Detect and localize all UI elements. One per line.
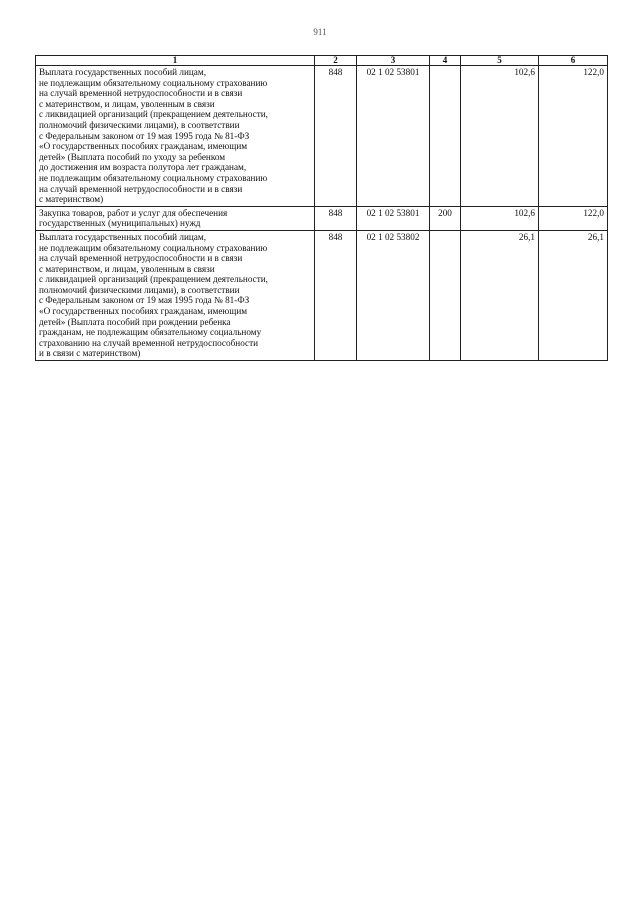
table-row: [36, 206, 608, 230]
row-col4: 200: [430, 206, 461, 230]
budget-table: [35, 55, 608, 361]
column-header-5: 5: [461, 56, 539, 66]
row-col6: 122,0: [539, 206, 608, 230]
column-header-2: 2: [315, 56, 357, 66]
row-col4: [430, 230, 461, 360]
table-row: [36, 230, 608, 360]
column-header-6: 6: [539, 56, 608, 66]
row-description: Выплата государственных пособий лицам, не подлежащим обязательному социальному страхованию на случай временной нетрудоспособности и в связи с материнством, и лицам, уволенным в связи с ликвидацией организаций (прекращением деятельности, полномочий физическими лицами), в соответствии с Федеральным законом от 19 мая 1995 года № 81-ФЗ «О государственных пособиях гражданам, имеющим детей» (Выплата пособий при рождении ребенка гражданам, не подлежащим обязательному социальному страхованию на случай временной нетрудоспособности и в связи с материнством): [36, 230, 315, 360]
row-col5: 102,6: [461, 66, 539, 207]
row-col3: 02 1 02 53801: [357, 206, 430, 230]
row-col5: 102,6: [461, 206, 539, 230]
column-header-1: 1: [36, 56, 315, 66]
row-col6: 26,1: [539, 230, 608, 360]
table-header-row: [36, 56, 608, 66]
column-header-3: 3: [357, 56, 430, 66]
page-number: 911: [313, 27, 327, 37]
row-col5: 26,1: [461, 230, 539, 360]
row-description: Выплата государственных пособий лицам, не подлежащим обязательному социальному страхованию на случай временной нетрудоспособности и в связи с материнством, и лицам, уволенным в связи с ликвидацией организаций (прекращением деятельности, полномочий физическими лицами), в соответствии с Федеральным законом от 19 мая 1995 года № 81-ФЗ «О государственных пособиях гражданам, имеющим детей» (Выплата пособий по уходу за ребенком до достижения им возраста полутора лет гражданам, не подлежащим обязательному социальному страхованию на случай временной нетрудоспособности и в связи с материнством): [36, 66, 315, 207]
row-col2: 848: [315, 66, 357, 207]
table-row: [36, 66, 608, 207]
row-col2: 848: [315, 206, 357, 230]
row-col3: 02 1 02 53802: [357, 230, 430, 360]
row-col2: 848: [315, 230, 357, 360]
column-header-4: 4: [430, 56, 461, 66]
row-col6: 122,0: [539, 66, 608, 207]
row-description: Закупка товаров, работ и услуг для обеспечения государственных (муниципальных) нужд: [36, 206, 315, 230]
row-col3: 02 1 02 53801: [357, 66, 430, 207]
row-col4: [430, 66, 461, 207]
